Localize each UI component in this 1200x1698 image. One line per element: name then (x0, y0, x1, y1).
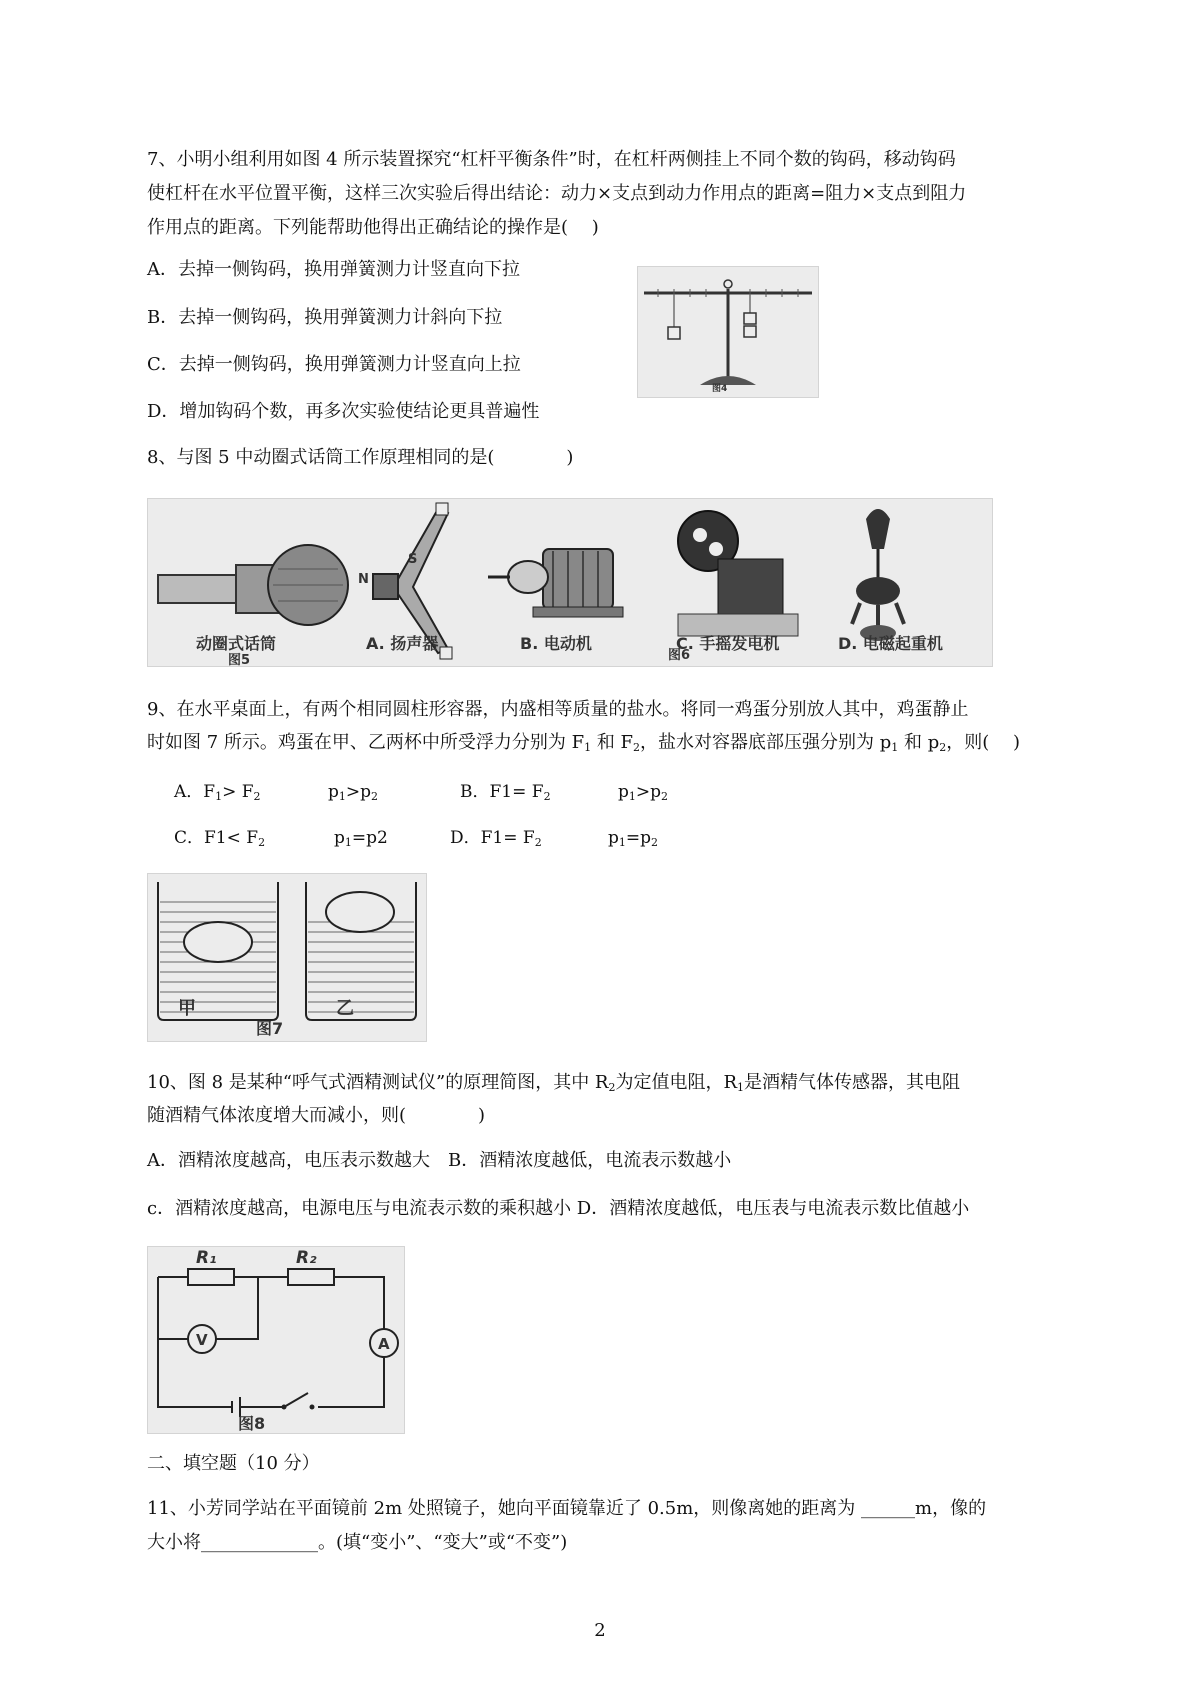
q7-option-c: C．去掉一侧钩码，换用弹簧测力计竖直向上拉 (147, 354, 521, 375)
figure-5-label: 图5 (228, 653, 251, 666)
figure-4-lever (637, 266, 819, 398)
q9-option-b-pressure: $p_1>p_2$ (618, 782, 669, 803)
q9-line-2: 时如图 7 所示。鸡蛋在甲、乙两杯中所受浮力分别为 $F_1$ 和 $F_2$，盐水对容器底部压强分别为 $p_1$ 和 $p_2$，则( ) (147, 732, 1021, 754)
crane-illustration (852, 509, 904, 641)
q9-option-b: B．$F1= F_2$ (460, 782, 551, 803)
q7-line-2: 使杠杆在水平位置平衡，这样三次实验后得出结论：动力×支点到动力作用点的距离=阻力×支点到阻力 (147, 183, 967, 204)
section-2-heading: 二、填空题（10 分） (147, 1453, 320, 1474)
figure-8-circuit (147, 1246, 405, 1434)
figure-7-eggs (147, 873, 427, 1042)
speaker-n-label: N (358, 572, 369, 587)
q10-line-2: 随酒精气体浓度增大而减小，则( ) (147, 1105, 486, 1126)
page-number: 2 (594, 1620, 606, 1641)
figure-8-r1: R₁ (196, 1248, 217, 1268)
q9-line-1: 9、在水平桌面上，有两个相同圆柱形容器，内盛相等质量的盐水。将同一鸡蛋分别放人其中，鸡蛋静止 (147, 699, 969, 720)
q10-options-cd: c．酒精浓度越高，电源电压与电流表示数的乘积越小 D．酒精浓度越低，电压表与电流表示数比值越小 (147, 1198, 970, 1219)
q11-line-2: 大小将_____________。(填“变小”、“变大”或“不变”) (147, 1532, 568, 1553)
figure-8-ammeter: A (378, 1335, 390, 1353)
figure-8-label: 图8 (238, 1414, 266, 1433)
egg-jia (184, 922, 252, 962)
microphone-label: 动圈式话筒 (196, 634, 277, 653)
q8-stem: 8、与图 5 中动圈式话筒工作原理相同的是( ) (147, 447, 574, 468)
egg-yi (326, 892, 394, 932)
motor-illustration (488, 549, 623, 617)
figure-7-label: 图7 (256, 1019, 284, 1038)
q9-option-a: A．$F_1> F_2$ (174, 782, 261, 803)
motor-label: B. 电动机 (520, 634, 592, 653)
q7-line-1: 7、小明小组利用如图 4 所示装置探究“杠杆平衡条件”时，在杠杆两侧挂上不同个数的钩码，移动钩码 (147, 149, 956, 170)
figure-8-voltmeter: V (196, 1331, 208, 1349)
figure-7-jia: 甲 (178, 998, 196, 1019)
q10-options-ab: A．酒精浓度越高，电压表示数越大 B．酒精浓度越低，电流表示数越小 (147, 1150, 732, 1171)
figure-5-6-devices (147, 498, 993, 667)
generator-illustration (678, 511, 798, 636)
figure-7-yi: 乙 (336, 998, 354, 1019)
q9-option-c-pressure: $p_1=p2$ (334, 828, 388, 849)
q9-option-d-pressure: $p_1=p_2$ (608, 828, 659, 849)
figure-4-label: 图4 (712, 384, 728, 394)
q7-option-d: D．增加钩码个数，再多次实验使结论更具普遍性 (147, 401, 540, 422)
q7-line-3: 作用点的距离。下列能帮助他得出正确结论的操作是( ) (147, 217, 599, 238)
q9-option-d: D．$F1= F_2$ (450, 828, 542, 849)
crane-label: D. 电磁起重机 (838, 634, 943, 653)
q9-option-c: C．$F1< F_2$ (174, 828, 266, 849)
microphone-illustration (158, 545, 348, 625)
figure-6-label: 图6 (668, 648, 691, 663)
figure-8-r2: R₂ (296, 1248, 317, 1268)
q9-option-a-pressure: $p_1>p_2$ (328, 782, 379, 803)
q11-line-1: 11、小芳同学站在平面镜前 2m 处照镜子，她向平面镜靠近了 0.5m，则像离她的距离为 ______m，像的 (147, 1498, 987, 1519)
speaker-s-label: S (408, 552, 418, 567)
speaker-label: A. 扬声器 (366, 634, 439, 653)
generator-label: C. 手摇发电机 (676, 634, 780, 653)
q10-line-1: 10、图 8 是某种“呼气式酒精测试仪”的原理简图，其中 $R_2$为定值电阻，$R_1$是酒精气体传感器，其电阻 (147, 1072, 961, 1094)
q7-option-a: A．去掉一侧钩码，换用弹簧测力计竖直向下拉 (147, 259, 520, 280)
q7-option-b: B．去掉一侧钩码，换用弹簧测力计斜向下拉 (147, 307, 503, 328)
